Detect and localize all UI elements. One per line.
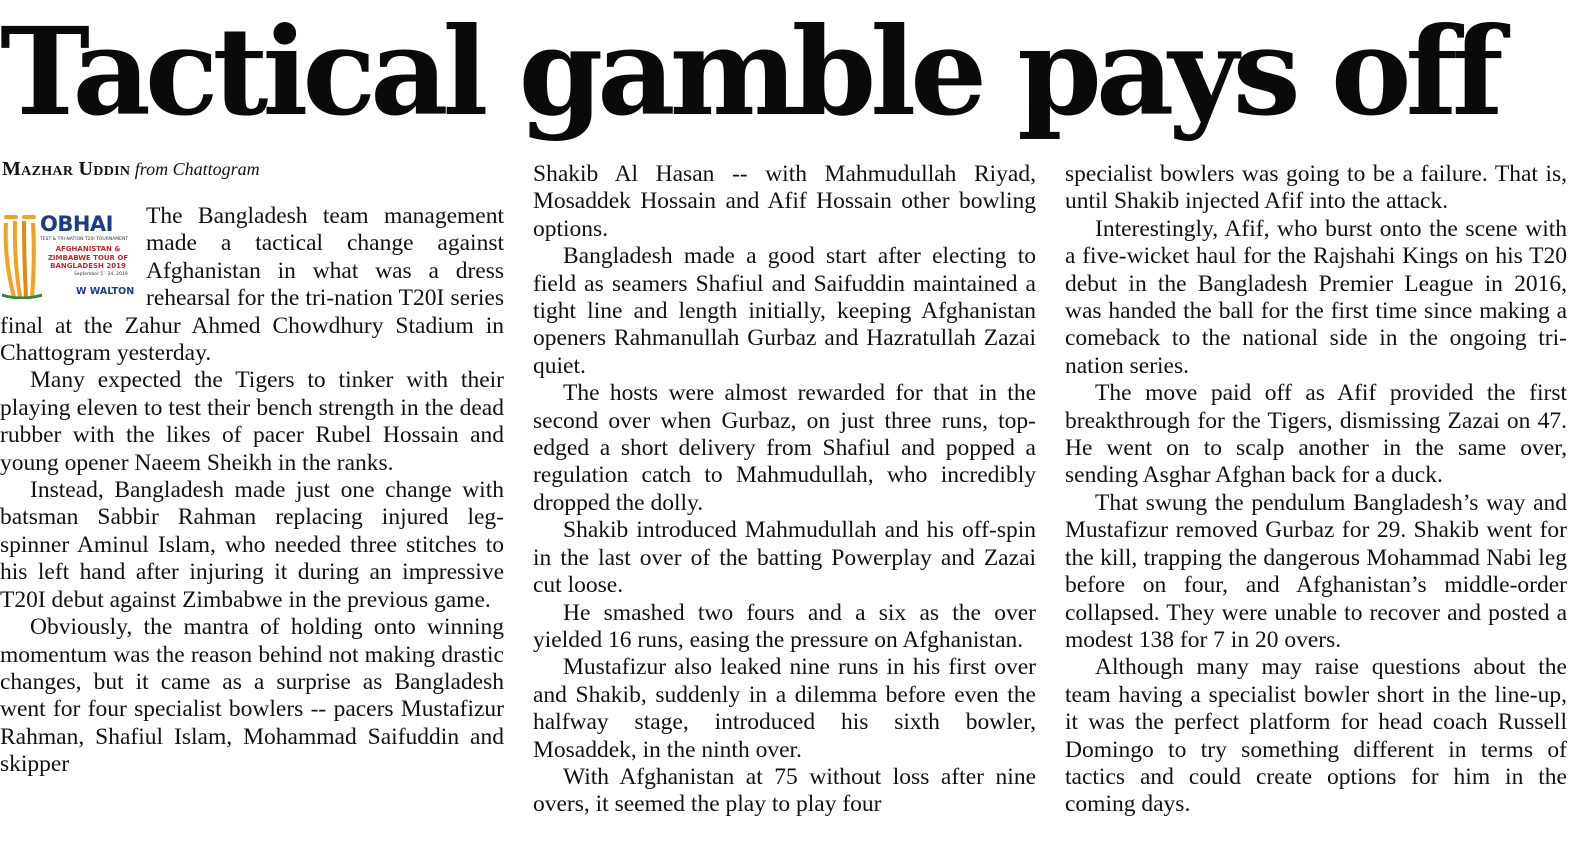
paragraph: Although many may raise questions about the team having a specialist bowler short in the line-up, it was the perfect platform for head coach Russell Domingo to try something different in terms of tactics and could create options for him in the coming days. [1065,654,1567,818]
paragraph: The hosts were almost rewarded for that in the second over when Gurbaz, on just three runs, top-edged a short delivery from Shafiul and popped a regulation catch to Mahmudullah, who incredibly dropped the dolly. [533,380,1036,516]
paragraph: specialist bowlers was going to be a failure. That is, until Shakib injected Afif into the attack. [1065,161,1567,215]
article-column-3 [1065,161,1567,819]
byline-author: Mazhar Uddin [2,158,131,180]
series-logo [0,205,138,301]
paragraph: He smashed two fours and a six as the over yielded 16 runs, easing the pressure on Afghanistan. [533,599,1036,653]
paragraph: Instead, Bangladesh made just one change with batsman Sabbir Rahman replacing injured leg-spinner Aminul Islam, who needed three stitches to his left hand after injuring it during an impressive T20I debut against Zimbabwe in the previous game. [0,477,504,613]
headline: Tactical gamble pays off [0,0,1498,143]
byline-dateline: from Chattogram [134,159,260,179]
paragraph: Many expected the Tigers to tinker with their playing eleven to test their bench strength in the dead rubber with the likes of pacer Rubel Hossain and young opener Naeem Sheikh in the ranks. [0,367,504,476]
paragraph: Mustafizur also leaked nine runs in his first over and Shakib, suddenly in a dilemma before even the halfway stage, introduced his sixth bowler, Mosaddek, in the ninth over. [533,654,1036,763]
paragraph: Shakib Al Hasan -- with Mahmudullah Riyad, Mosaddek Hossain and Afif Hossain other bowling options. [533,161,1036,242]
paragraph: Obviously, the mantra of holding onto winning momentum was the reason behind not making drastic changes, but it came as a surprise as Bangladesh went for four specialist bowlers -- pacers Mustafizur Rahman, Shafiul Islam, Mohammad Saifuddin and skipper [0,614,504,778]
logo-dates: September 5 - 24, 2019 [74,272,128,277]
logo-tagline: TEST & TRI-NATION T20I TOURNAMENT [40,237,129,242]
paragraph: The Bangladesh team management made a tactical change against Afghanistan in what was a dress rehearsal for the tri-nation T20I series final at the Zahur Ahmed Chowdhury Stadium in Chattogram yesterday. [0,203,504,367]
paragraph: The move paid off as Afif provided the first breakthrough for the Tigers, dismissing Zazai on 47. He went on to scalp another in the same over, sending Asghar Afghan back for a duck. [1065,380,1567,489]
stumps-icon [2,209,42,299]
logo-sponsor: W WALTON [76,286,135,297]
article-column-1 [0,203,504,779]
logo-brand: OBHAI [40,212,113,236]
paragraph: With Afghanistan at 75 without loss after nine overs, it seemed the play to play four [533,763,1036,818]
logo-tour: AFGHANISTAN & ZIMBABWE TOUR OF BANGLADESH 2019 [47,245,129,270]
paragraph: Interestingly, Afif, who burst onto the scene with a five-wicket haul for the Rajshahi Kings on his T20 debut in the Bangladesh Premier League in 2016, was handed the ball for the first time since making a comeback to the national side in the ongoing tri-nation series. [1065,215,1567,379]
byline [2,158,260,180]
article-column-2 [533,161,1036,819]
paragraph: Shakib introduced Mahmudullah and his off-spin in the last over of the batting Powerplay and Zazai cut loose. [533,517,1036,599]
paragraph: That swung the pendulum Bangladesh’s way and Mustafizur removed Gurbaz for 29. Shakib went for the kill, trapping the dangerous Mohammad Nabi leg before on four, and Afghanistan’s middle-order collapsed. They were unable to recover and posted a modest 138 for 7 in 20 overs. [1065,489,1567,653]
paragraph: Bangladesh made a good start after electing to field as seamers Shafiul and Saifuddin maintained a tight line and length initially, keeping Afghanistan openers Rahmanullah Gurbaz and Hazratullah Zazai quiet. [533,243,1036,379]
